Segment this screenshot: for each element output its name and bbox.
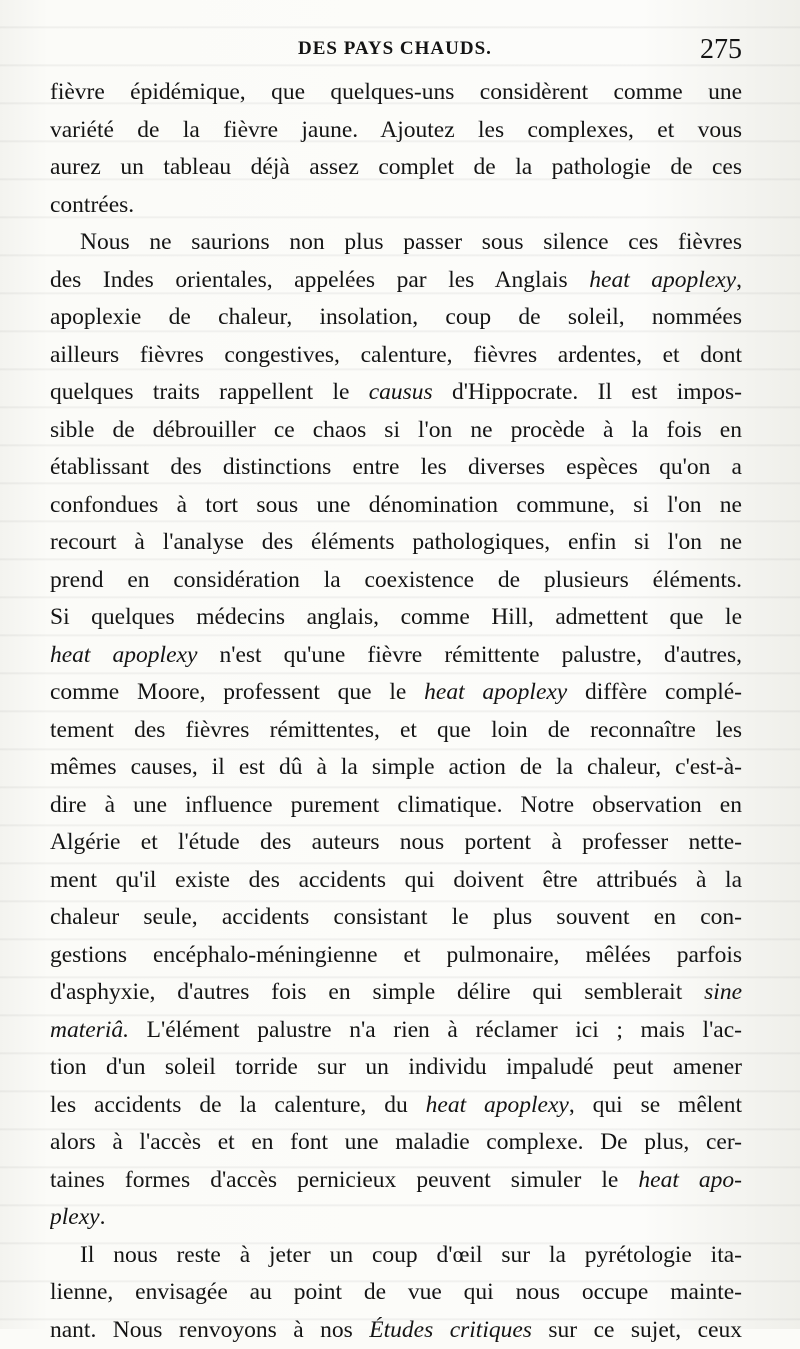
text-line xyxy=(50,1049,742,1087)
line-text: confondues à tort sous une dénomination commune, si l'on ne xyxy=(50,492,742,518)
line-text-after: , qui se mêlent xyxy=(569,1092,742,1118)
line-text: prend en considération la coexistence de plusieurs éléments. xyxy=(50,567,742,593)
line-text: aurez un tableau déjà assez complet de la pathologie de ces xyxy=(50,154,742,180)
text-line xyxy=(50,1274,742,1312)
line-text: quelques traits rappellent le xyxy=(50,379,369,405)
page-header xyxy=(50,38,742,74)
line-text: les accidents de la calenture, du xyxy=(50,1092,426,1118)
text-line xyxy=(50,1237,742,1275)
line-text: fièvre épidémique, que quelques-uns considèrent comme une xyxy=(50,79,742,105)
text-line xyxy=(50,337,742,375)
line-text: recourt à l'analyse des éléments pathologiques, enfin si l'on ne xyxy=(50,529,742,555)
line-text: gestions encéphalo-méningienne et pulmonaire, mêlées parfois xyxy=(50,942,742,968)
text-line xyxy=(50,224,742,262)
line-text: alors à l'accès et en font une maladie complexe. De plus, cer- xyxy=(50,1129,742,1155)
line-text: Si quelques médecins anglais, comme Hill, admettent que le xyxy=(50,604,742,630)
line-text: comme Moore, professent que le xyxy=(50,679,424,705)
italic-term: causus xyxy=(369,379,433,405)
text-line xyxy=(50,674,742,712)
text-line xyxy=(50,262,742,300)
text-line xyxy=(50,712,742,750)
line-text: dire à une influence purement climatique. Notre observation en xyxy=(50,792,742,818)
line-text-after: sur ce sujet, ceux xyxy=(532,1317,742,1343)
text-line xyxy=(50,1087,742,1125)
text-line xyxy=(50,637,742,675)
line-text: sible de débrouiller ce chaos si l'on ne procède à la fois en xyxy=(50,417,742,443)
text-line xyxy=(50,1312,742,1349)
text-line xyxy=(50,937,742,975)
text-line xyxy=(50,1162,742,1200)
text-line xyxy=(50,524,742,562)
text-line xyxy=(50,299,742,337)
line-text: chaleur seule, accidents consistant le plus souvent en con- xyxy=(50,904,742,930)
text-line xyxy=(50,562,742,600)
text-line xyxy=(50,749,742,787)
italic-term: heat apoplexy xyxy=(50,642,197,668)
text-line xyxy=(50,1124,742,1162)
text-line xyxy=(50,187,742,225)
body-text xyxy=(50,74,742,1349)
text-line xyxy=(50,74,742,112)
line-text: tion d'un soleil torride sur un individu impaludé peut amener xyxy=(50,1054,742,1080)
text-line xyxy=(50,374,742,412)
italic-term: heat apo- xyxy=(638,1167,742,1193)
line-text: ment qu'il existe des accidents qui doivent être attribués à la xyxy=(50,867,742,893)
line-text: variété de la fièvre jaune. Ajoutez les complexes, et vous xyxy=(50,117,742,143)
line-text: taines formes d'accès pernicieux peuvent simuler le xyxy=(50,1167,638,1193)
line-text: apoplexie de chaleur, insolation, coup de soleil, nommées xyxy=(50,304,742,330)
line-text-after: n'est qu'une fièvre rémittente palustre, d'autres, xyxy=(197,642,742,668)
line-text: nant. Nous renvoyons à nos xyxy=(50,1317,369,1343)
text-line xyxy=(50,599,742,637)
line-text: lienne, envisagée au point de vue qui nous occupe mainte- xyxy=(50,1279,742,1305)
line-text-after: L'élément palustre n'a rien à réclamer ici ; mais l'ac- xyxy=(129,1017,742,1043)
line-text: établissant des distinctions entre les diverses espèces qu'on a xyxy=(50,454,742,480)
italic-term: materiâ. xyxy=(50,1017,129,1043)
line-text: ailleurs fièvres congestives, calenture, fièvres ardentes, et dont xyxy=(50,342,742,368)
text-line xyxy=(50,487,742,525)
italic-term: heat apoplexy xyxy=(424,679,567,705)
line-text-after: d'Hippocrate. Il est impos- xyxy=(433,379,742,405)
line-text: tement des fièvres rémittentes, et que loin de reconnaître les xyxy=(50,717,742,743)
page-number: 275 xyxy=(700,34,742,66)
line-text-after: diffère complé- xyxy=(567,679,742,705)
line-text: des Indes orientales, appelées par les Anglais xyxy=(50,267,589,293)
text-line xyxy=(50,862,742,900)
text-line xyxy=(50,449,742,487)
line-text-after: . xyxy=(100,1204,106,1230)
text-line xyxy=(50,899,742,937)
text-line xyxy=(50,1012,742,1050)
text-line xyxy=(50,412,742,450)
italic-term: Études critiques xyxy=(369,1317,532,1343)
italic-term: sine xyxy=(704,979,742,1005)
text-line xyxy=(50,149,742,187)
text-line xyxy=(50,974,742,1012)
line-text: mêmes causes, il est dû à la simple action de la chaleur, c'est-à- xyxy=(50,754,742,780)
italic-term: heat apoplexy xyxy=(426,1092,569,1118)
line-text: Il nous reste à jeter un coup d'œil sur la pyrétologie ita- xyxy=(80,1242,742,1268)
line-text: contrées. xyxy=(50,192,134,218)
italic-term: heat apoplexy xyxy=(589,267,736,293)
line-text: Nous ne saurions non plus passer sous silence ces fièvres xyxy=(80,229,742,255)
line-text: d'asphyxie, d'autres fois en simple délire qui semblerait xyxy=(50,979,704,1005)
text-line xyxy=(50,112,742,150)
line-text: Algérie et l'étude des auteurs nous portent à professer nette- xyxy=(50,829,742,855)
text-line xyxy=(50,1199,742,1237)
line-text-after: , xyxy=(736,267,742,293)
italic-term: plexy xyxy=(50,1204,100,1230)
text-line xyxy=(50,824,742,862)
text-line xyxy=(50,787,742,825)
running-head: DES PAYS CHAUDS. xyxy=(298,38,492,60)
